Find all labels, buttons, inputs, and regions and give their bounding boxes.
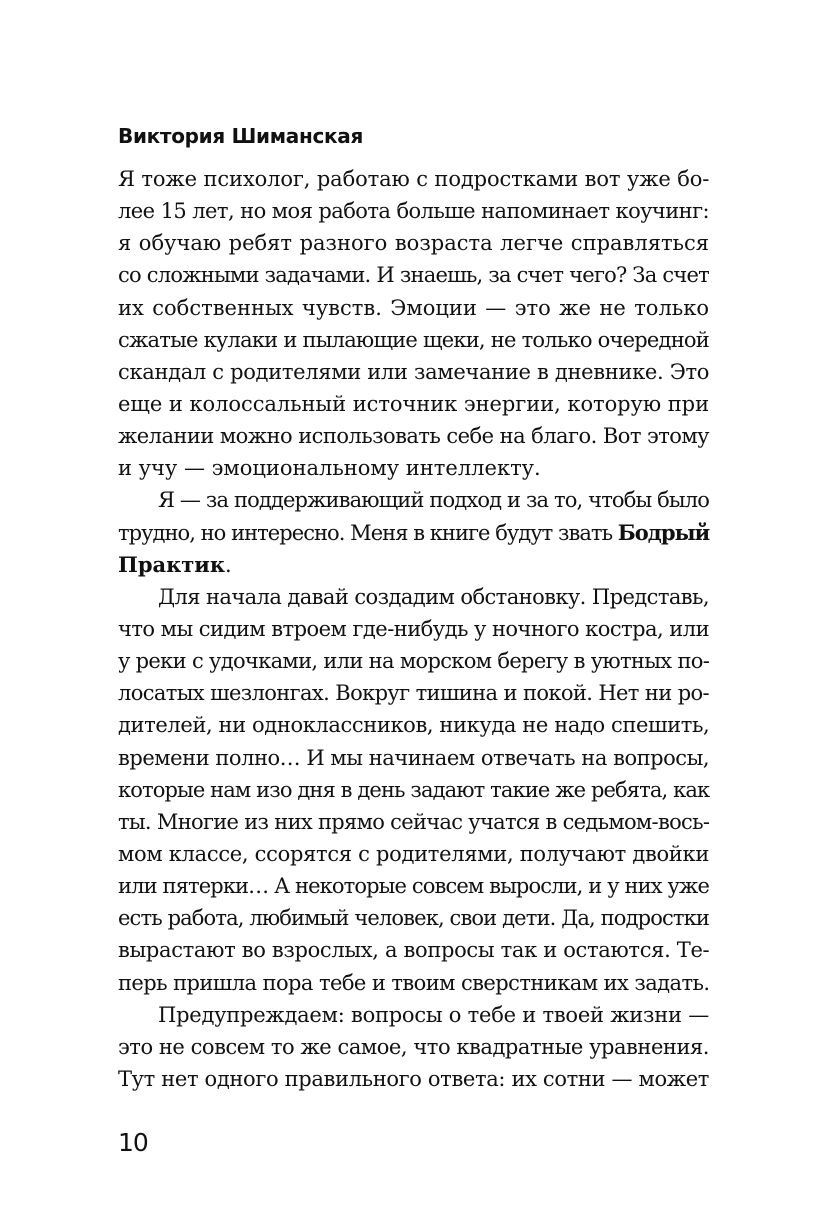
paragraph-line: что мы сидим втроем где-нибудь у ночного костра, или [118, 616, 710, 641]
paragraph-line: перь пришла пора тебе и твоим сверстникам их задать. [118, 970, 710, 995]
paragraph-line: и учу — эмоциональному интеллекту. [118, 456, 541, 481]
paragraph-3 [118, 581, 709, 999]
nickname-bold-part-1: Бодрый [617, 519, 710, 545]
paragraph-line: дителей, ни одноклассников, никуда не надо спешить, [118, 713, 710, 738]
page-number: 10 [118, 1128, 148, 1157]
paragraph-line: времени полно… И мы начинаем отвечать на вопросы, [118, 745, 710, 770]
paragraph-line: Я тоже психолог, работаю с подростками вот уже бо- [118, 167, 710, 191]
paragraph-line: со сложными задачами. И знаешь, за счет чего? За счет [118, 263, 709, 288]
paragraph-line: Тут нет одного правильного ответа: их сотни — может [118, 1066, 710, 1091]
paragraph-line: лосатых шезлонгах. Вокруг тишина и покой. Нет ни ро- [118, 681, 709, 706]
nickname-bold-part-2: Практик [118, 551, 226, 577]
paragraph-1 [118, 163, 709, 484]
paragraph-line [118, 549, 709, 581]
paragraph-line-text: трудно, но интересно. Меня в книге будут звать [118, 520, 613, 545]
author-heading: Виктория Шиманская [118, 124, 364, 148]
paragraph-line: скандал с родителями или замечание в дневнике. Это [118, 359, 710, 384]
body-text [118, 163, 709, 1095]
paragraph-line: ты. Многие из них прямо сейчас учатся в седьмом-вось- [118, 809, 710, 834]
paragraph-4 [118, 999, 709, 1095]
paragraph-line: которые нам изо дня в день задают такие же ребята, как [118, 777, 710, 802]
paragraph-2 [118, 484, 709, 580]
paragraph-line: сжатые кулаки и пылающие щеки, не только очередной [118, 327, 709, 352]
paragraph-line: у реки с удочками, или на морском берегу в уютных по- [118, 649, 710, 674]
paragraph-line: еще и колоссальный источник энергии, которую при [118, 391, 709, 416]
paragraph-line: Для начала давай создадим обстановку. Представь, [158, 584, 709, 609]
paragraph-line [118, 517, 709, 549]
paragraph-line: их собственных чувств. Эмоции — это же не только [118, 295, 709, 320]
paragraph-line: или пятерки… А некоторые совсем выросли, и у них уже [118, 874, 709, 899]
paragraph-line: желании можно использовать себе на благо. Вот этому [118, 424, 709, 449]
paragraph-line-tail: . [225, 552, 232, 577]
paragraph-line: Предупреждаем: вопросы о тебе и твоей жизни — [158, 1002, 709, 1027]
paragraph-line: это не совсем то же самое, что квадратные уравнения. [118, 1034, 709, 1059]
paragraph-line: мом классе, ссорятся с родителями, получают двойки [118, 841, 710, 866]
paragraph-line: вырастают во взрослых, а вопросы так и остаются. Те- [118, 938, 710, 963]
paragraph-line: есть работа, любимый человек, свои дети. Да, подростки [118, 906, 709, 931]
paragraph-line: Я — за поддерживающий подход и за то, чтобы было [158, 488, 709, 513]
paragraph-line: я обучаю ребят разного возраста легче справляться [118, 231, 709, 256]
paragraph-line: лее 15 лет, но моя работа больше напоминает коучинг: [118, 199, 709, 224]
